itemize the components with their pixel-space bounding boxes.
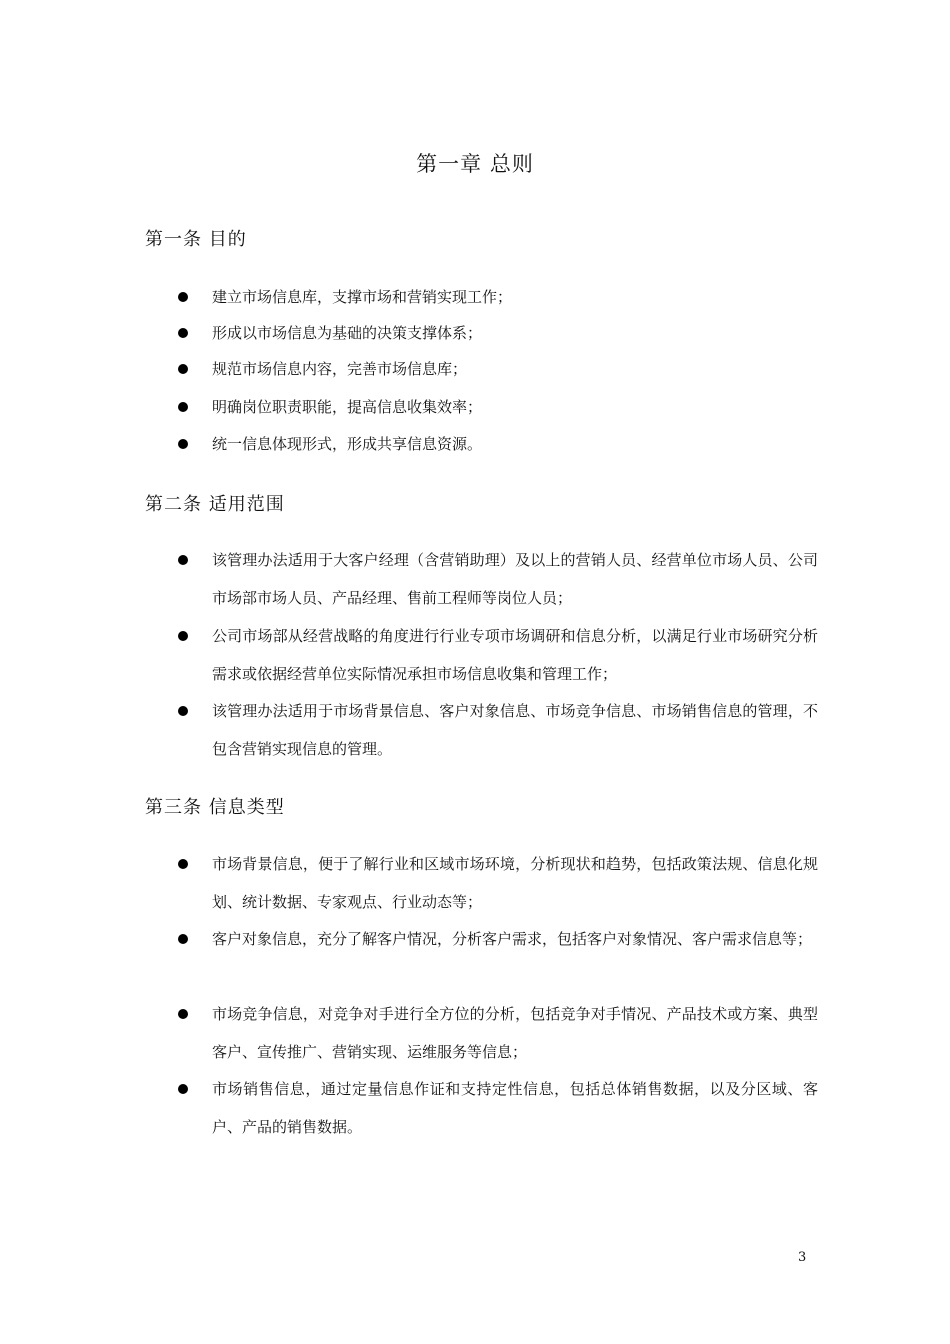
section-heading-info-types: 第三条 信息类型 <box>145 797 285 818</box>
bullet-icon <box>178 1084 188 1094</box>
list-item <box>178 314 818 352</box>
list-item <box>178 995 818 1071</box>
list-item-text: 市场销售信息，通过定量信息作证和支持定性信息，包括总体销售数据，以及分区域、客户、产品的销售数据。 <box>212 1080 818 1136</box>
list-item <box>178 350 818 388</box>
list-item <box>178 920 818 958</box>
list-item-text: 明确岗位职责职能，提高信息收集效率； <box>212 398 483 416</box>
list-item <box>178 692 818 768</box>
chapter-title: 第一章 总则 <box>416 152 534 176</box>
list-item-text: 该管理办法适用于大客户经理（含营销助理）及以上的营销人员、经营单位市场人员、公司市场部市场人员、产品经理、售前工程师等岗位人员； <box>212 551 818 607</box>
list-item <box>178 425 818 463</box>
bullet-icon <box>178 364 188 374</box>
bullet-icon <box>178 292 188 302</box>
list-item-text: 市场竞争信息，对竞争对手进行全方位的分析，包括竞争对手情况、产品技术或方案、典型客户、宣传推广、营销实现、运维服务等信息； <box>212 1005 818 1061</box>
list-item <box>178 845 818 921</box>
bullet-icon <box>178 439 188 449</box>
bullet-icon <box>178 631 188 641</box>
page-number: 3 <box>798 1250 807 1265</box>
list-item <box>178 388 818 426</box>
list-item-text: 建立市场信息库，支撑市场和营销实现工作； <box>212 288 513 306</box>
list-item-text: 市场背景信息，便于了解行业和区域市场环境，分析现状和趋势，包括政策法规、信息化规划、统计数据、专家观点、行业动态等； <box>212 855 818 911</box>
bullet-icon <box>178 555 188 565</box>
list-item <box>178 1070 818 1146</box>
bullet-icon <box>178 1009 188 1019</box>
section-heading-scope: 第二条 适用范围 <box>145 494 285 515</box>
bullet-icon <box>178 934 188 944</box>
bullet-icon <box>178 402 188 412</box>
section-heading-purpose: 第一条 目的 <box>145 229 247 250</box>
list-item-text: 客户对象信息，充分了解客户情况，分析客户需求，包括客户对象情况、客户需求信息等； <box>212 930 813 948</box>
bullet-icon <box>178 859 188 869</box>
list-item-text: 形成以市场信息为基础的决策支撑体系； <box>212 324 483 342</box>
list-item <box>178 617 818 693</box>
bullet-icon <box>178 328 188 338</box>
list-item-text: 规范市场信息内容，完善市场信息库； <box>212 360 468 378</box>
list-item <box>178 541 818 617</box>
bullet-icon <box>178 706 188 716</box>
list-item <box>178 278 818 316</box>
list-item-text: 公司市场部从经营战略的角度进行行业专项市场调研和信息分析，以满足行业市场研究分析需求或依据经营单位实际情况承担市场信息收集和管理工作； <box>212 627 818 683</box>
list-item-text: 统一信息体现形式，形成共享信息资源。 <box>212 435 483 453</box>
list-item-text: 该管理办法适用于市场背景信息、客户对象信息、市场竞争信息、市场销售信息的管理，不包含营销实现信息的管理。 <box>212 702 818 758</box>
